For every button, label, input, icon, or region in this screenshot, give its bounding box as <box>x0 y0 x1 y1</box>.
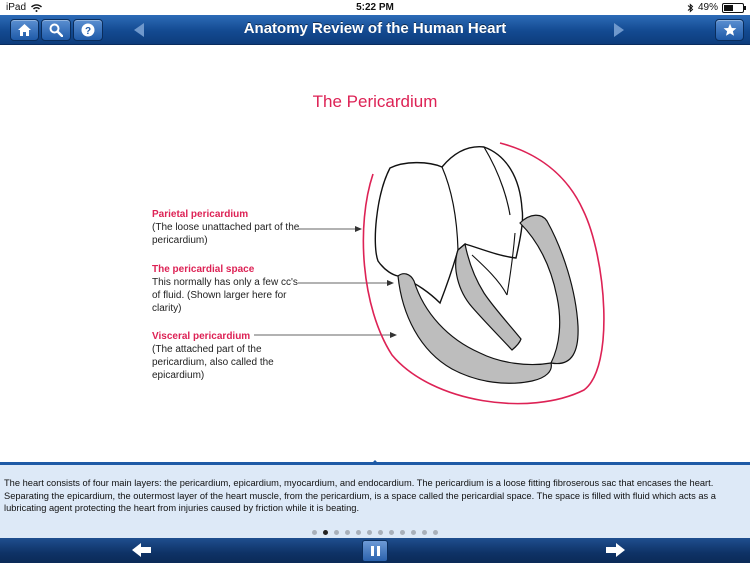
slide-title: The Pericardium <box>312 92 438 111</box>
myocardium-right-wall <box>520 215 578 363</box>
next-slide-button[interactable] <box>605 543 625 557</box>
page-dot[interactable] <box>345 530 350 535</box>
leader-arrow-parietal <box>355 226 362 232</box>
label-heading: The pericardial space <box>152 264 255 275</box>
heart-cross-section-diagram <box>0 45 750 460</box>
page-dot[interactable] <box>334 530 339 535</box>
label-body: (The attached part of the pericardium, also called the epicardium) <box>152 344 274 381</box>
previous-slide-button[interactable] <box>132 543 152 557</box>
septum-muscle <box>456 244 521 350</box>
pause-button[interactable] <box>362 540 388 562</box>
caption-text: The heart consists of four main layers: the pericardium, epicardium, myocardium, and endocardium. The pericardium is a loose fitting fibroserous sac that encases the heart. Separating the epicardium, the outermost layer of the heart muscle, from the pericardium, is a space called the pericardial space. The space is filled with fluid which acts as a lubricating agent protecting the heart from injuries caused by friction while it is beating. <box>4 478 716 514</box>
page-dot[interactable] <box>389 530 394 535</box>
favorite-button[interactable] <box>715 19 744 41</box>
page-dot[interactable] <box>323 530 328 535</box>
pause-icon-bar <box>377 546 380 556</box>
label-heading: Visceral pericardium <box>152 331 251 342</box>
page-dot[interactable] <box>400 530 405 535</box>
page-dot[interactable] <box>356 530 361 535</box>
page-dot[interactable] <box>422 530 427 535</box>
status-time: 5:22 PM <box>356 2 394 13</box>
pause-icon-bar <box>371 546 374 556</box>
battery-percent: 49% <box>697 2 718 13</box>
slide-area <box>0 45 750 460</box>
page-dot[interactable] <box>378 530 383 535</box>
label-body: (The loose unattached part of the pericardium) <box>152 222 300 246</box>
battery-icon <box>722 3 744 13</box>
next-page-arrow[interactable] <box>614 23 624 37</box>
bottom-toolbar <box>0 538 750 563</box>
page-dot[interactable] <box>312 530 317 535</box>
heart-outline <box>375 147 522 303</box>
label-heading: Parietal pericardium <box>152 209 249 220</box>
leader-arrow-visceral <box>390 332 397 338</box>
bluetooth-icon <box>687 3 694 13</box>
caption-panel <box>0 462 750 541</box>
page-dot[interactable] <box>367 530 372 535</box>
page-dot[interactable] <box>433 530 438 535</box>
navigation-bar <box>0 15 750 45</box>
leader-arrow-space <box>387 280 394 286</box>
page-dot[interactable] <box>411 530 416 535</box>
page-title: Anatomy Review of the Human Heart <box>243 20 507 37</box>
star-icon <box>723 23 737 37</box>
page-indicator <box>0 530 750 535</box>
label-body: This normally has only a few cc's of fluid. (Shown larger here for clarity) <box>152 277 298 314</box>
status-bar <box>0 0 750 15</box>
device-name: iPad <box>6 2 27 13</box>
svg-text:?: ? <box>84 26 92 37</box>
